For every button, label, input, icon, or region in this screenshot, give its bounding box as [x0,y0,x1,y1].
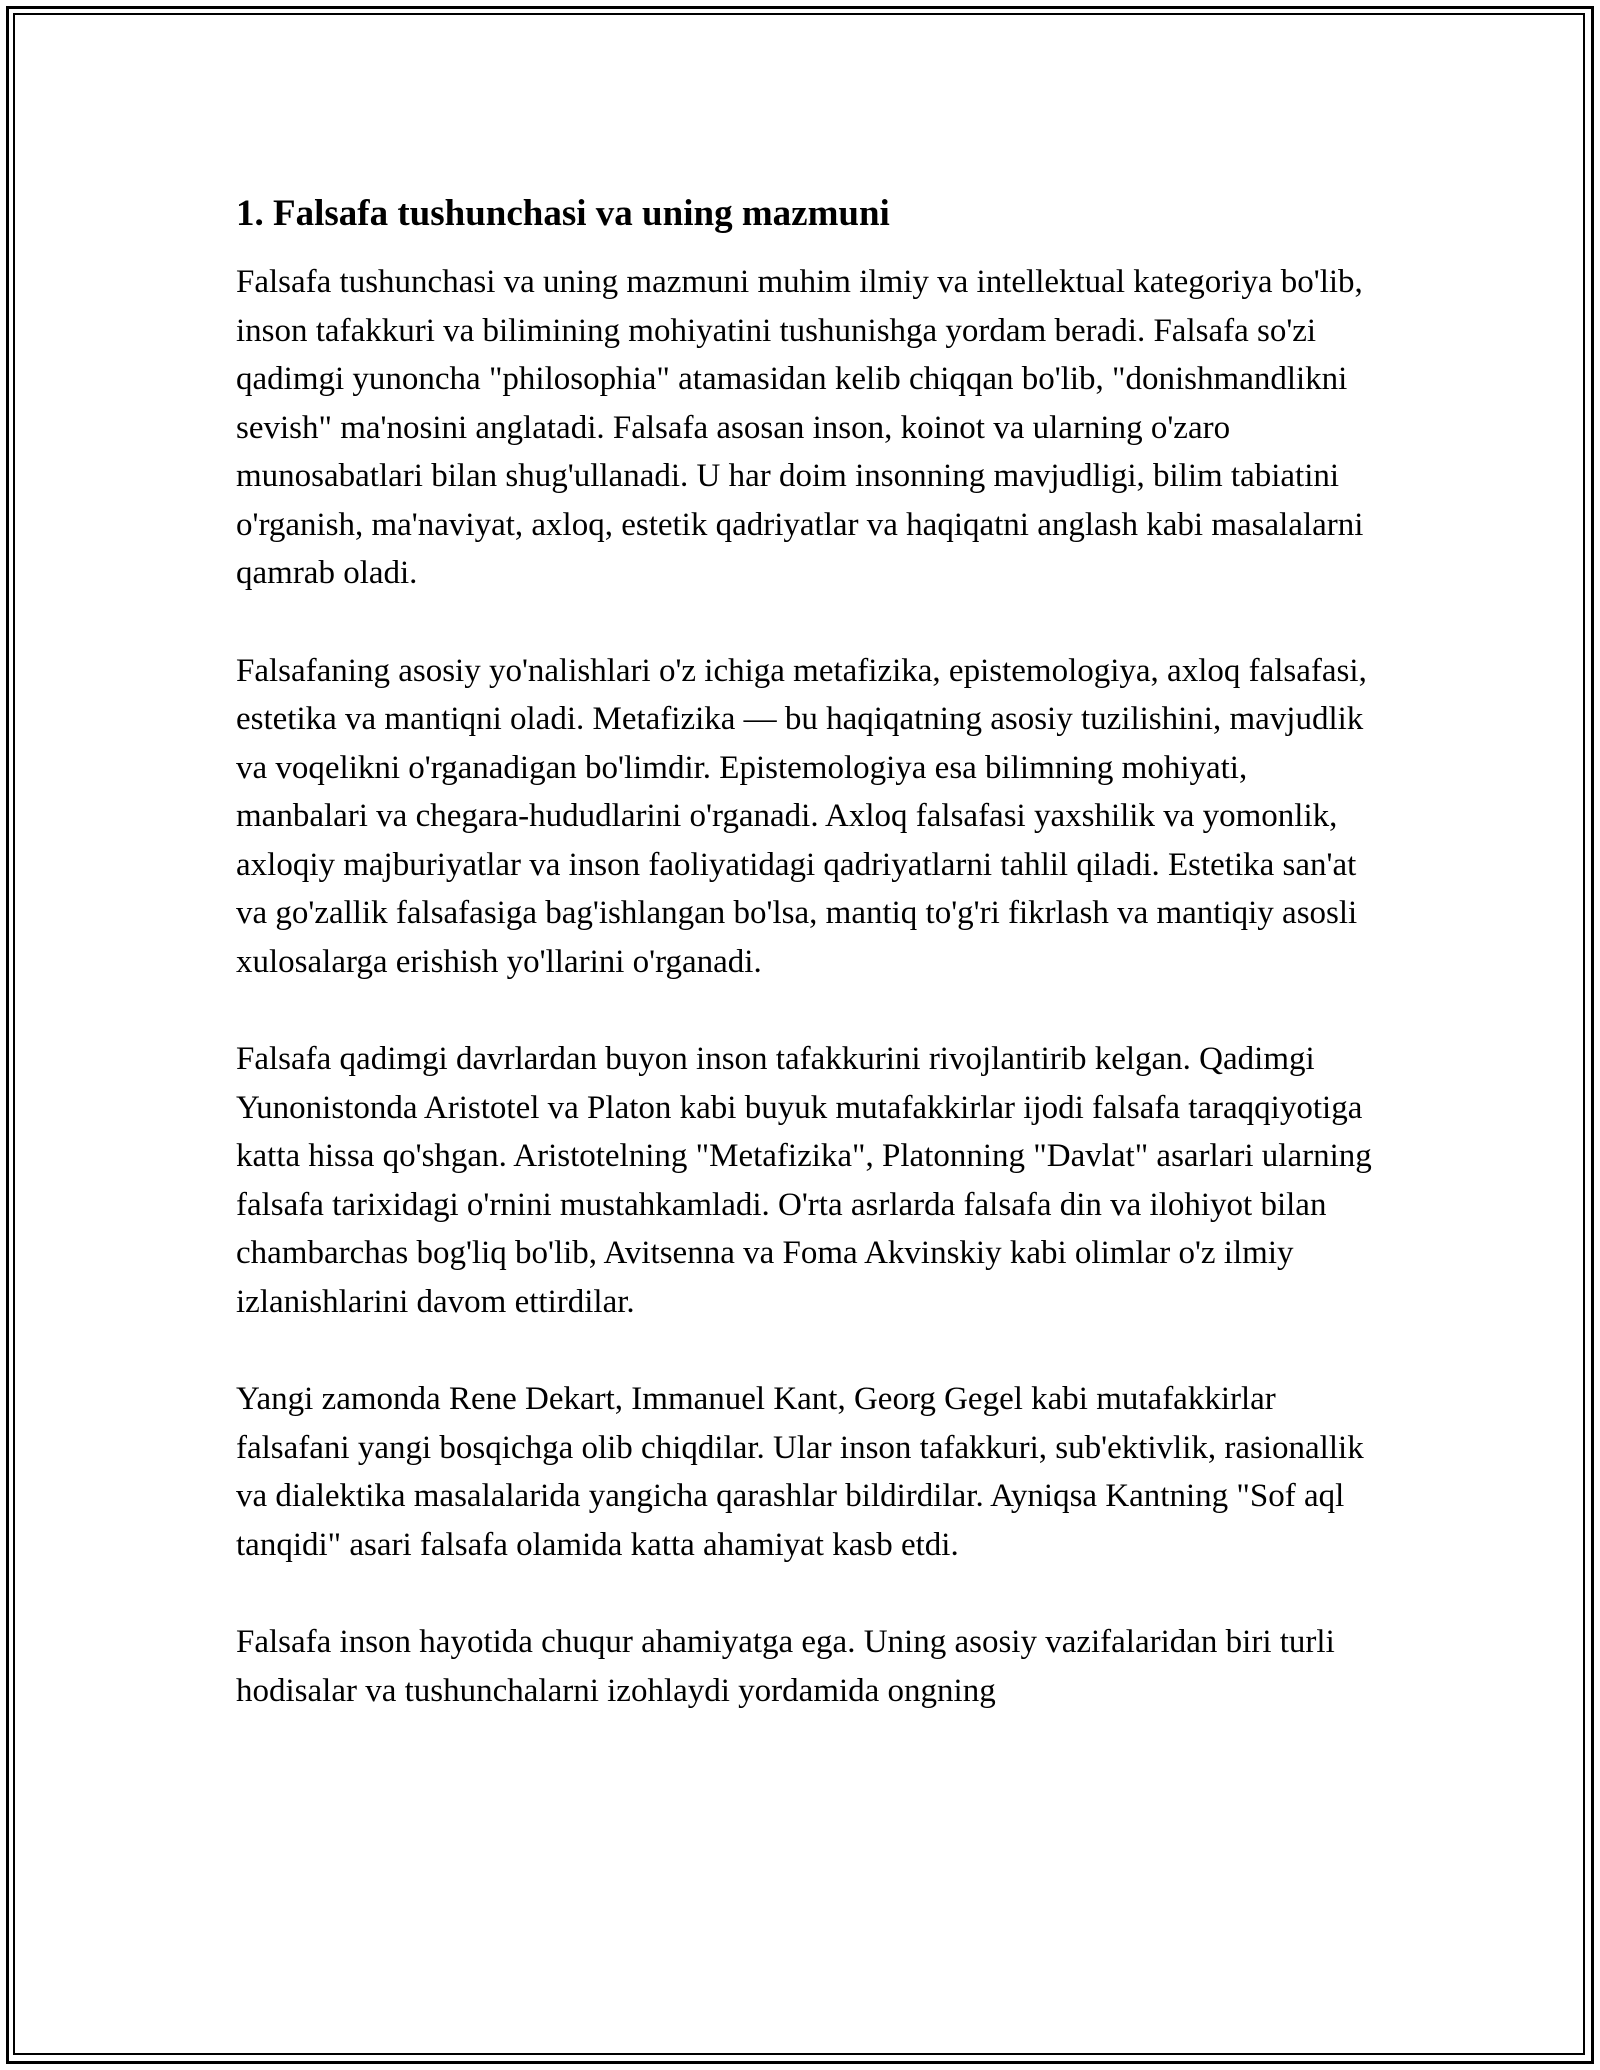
paragraph-3: Falsafa qadimgi davrlardan buyon inson tafakkurini rivojlantirib kelgan. Qadimgi Yunonistonda Aristotel va Platon kabi buyuk mutafakkirlar ijodi falsafa taraqqiyotiga katta hissa qo'shgan. Aristotelning "Metafizika", Platonning "Davlat" asarlari ularning falsafa tarixidagi o'rnini mustahkamladi. O'rta asrlarda falsafa din va ilohiyot bilan chambarchas bog'liq bo'lib, Avitsenna va Foma Akvinskiy kabi olimlar o'z ilmiy izlanishlarini davom ettirdilar. [236,1041,1372,1320]
document-body [236,186,1376,1764]
section-heading: 1. Falsafa tushunchasi va uning mazmuni [236,193,890,234]
paragraph-2: Falsafaning asosiy yo'nalishlari o'z ichiga metafizika, epistemologiya, axloq falsafasi, estetika va mantiqni oladi. Metafizika — bu haqiqatning asosiy tuzilishini, mavjudlik va voqelikni o'rganadigan bo'limdir. Epistemologiya esa bilimning mohiyati, manbalari va chegara-hududlarini o'rganadi. Axloq falsafasi yaxshilik va yomonlik, axloqiy majburiyatlar va inson faoliyatidagi qadriyatlarni tahlil qiladi. Estetika san'at va go'zallik falsafasiga bag'ishlangan bo'lsa, mantiq to'g'ri fikrlash va mantiqiy asosli xulosalarga erishish yo'llarini o'rganadi. [236,652,1367,980]
paragraph-1: Falsafa tushunchasi va uning mazmuni muhim ilmiy va intellektual kategoriya bo'lib, inson tafakkuri va bilimining mohiyatini tushunishga yordam beradi. Falsafa so'zi qadimgi yunoncha "philosophia" atamasidan kelib chiqqan bo'lib, "donishmandlikni sevish" ma'nosini anglatadi. Falsafa asosan inson, koinot va ularning o'zaro munosabatlari bilan shug'ullanadi. U har doim insonning mavjudligi, bilim tabiatini o'rganish, ma'naviyat, axloq, estetik qadriyatlar va haqiqatni anglash kabi masalalarni qamrab oladi. [236,264,1364,591]
paragraph-4: Yangi zamonda Rene Dekart, Immanuel Kant, Georg Gegel kabi mutafakkirlar falsafani yangi bosqichga olib chiqdilar. Ular inson tafakkuri, sub'ektivlik, rasionallik va dialektika masalalarida yangicha qarashlar bildirdilar. Ayniqsa Kantning "Sof aql tanqidi" asari falsafa olamida katta ahamiyat kasb etdi. [236,1381,1364,1563]
paragraph-5: Falsafa inson hayotida chuqur ahamiyatga ega. Uning asosiy vazifalaridan biri turli hodisalar va tushunchalarni izohlaydi yordamida ongning [236,1624,1335,1709]
